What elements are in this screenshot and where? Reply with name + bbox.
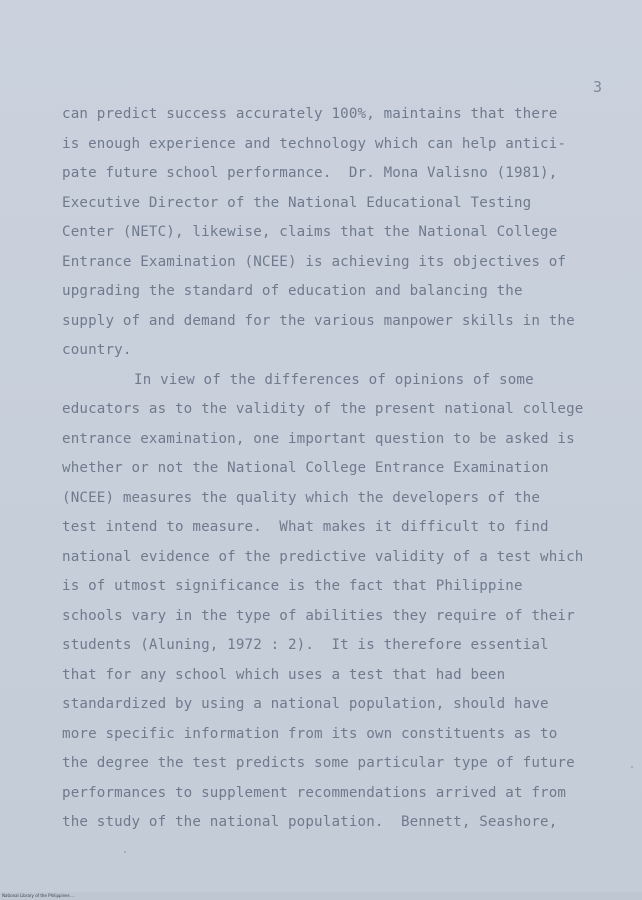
- footer-text: National Library of the Philippines ...: [2, 893, 75, 898]
- text-line: students (Aluning, 1972 : 2). It is therefore essential: [62, 637, 549, 653]
- text-line: educators as to the validity of the present national college: [62, 401, 584, 417]
- text-line: country.: [62, 342, 132, 358]
- text-line: supply of and demand for the various manpower skills in the: [62, 312, 575, 329]
- text-line: can predict success accurately 100%, maintains that there: [62, 106, 558, 122]
- text-line: (NCEE) measures the quality which the developers of the: [62, 489, 541, 506]
- text-line: that for any school which uses a test that had been: [62, 666, 506, 683]
- body-text: [62, 100, 607, 838]
- page-number: 3: [592, 78, 602, 96]
- text-line: the degree the test predicts some particular type of future: [62, 755, 575, 771]
- text-line: upgrading the standard of education and balancing the: [62, 283, 523, 299]
- scan-speck: [631, 766, 633, 768]
- text-line: performances to supplement recommendations arrived at from: [62, 784, 567, 801]
- text-line: entrance examination, one important question to be asked is: [62, 430, 575, 447]
- text-line: national evidence of the predictive validity of a test which: [62, 548, 584, 565]
- text-line: is of utmost significance is the fact that Philippine: [62, 578, 523, 594]
- text-line: pate future school performance. Dr. Mona Valisno (1981),: [62, 165, 558, 181]
- text-line: Center (NETC), likewise, claims that the National College: [62, 224, 558, 240]
- text-line: more specific information from its own constituents as to: [62, 725, 558, 742]
- text-line: the study of the national population. Bennett, Seashore,: [62, 814, 558, 830]
- text-line: whether or not the National College Entrance Examination: [62, 460, 549, 476]
- scan-speck: [124, 851, 126, 853]
- text-line: test intend to measure. What makes it difficult to find: [62, 519, 549, 535]
- paragraph-first-line: In view of the differences of opinions of some: [134, 371, 534, 388]
- text-line: is enough experience and technology which can help antici-: [62, 135, 567, 152]
- text-line: Executive Director of the National Educational Testing: [62, 194, 532, 211]
- text-line: standardized by using a national population, should have: [62, 696, 549, 712]
- text-line: Entrance Examination (NCEE) is achieving its objectives of: [62, 253, 567, 270]
- footer-strip: [0, 892, 642, 900]
- text-line: schools vary in the type of abilities they require of their: [62, 607, 575, 624]
